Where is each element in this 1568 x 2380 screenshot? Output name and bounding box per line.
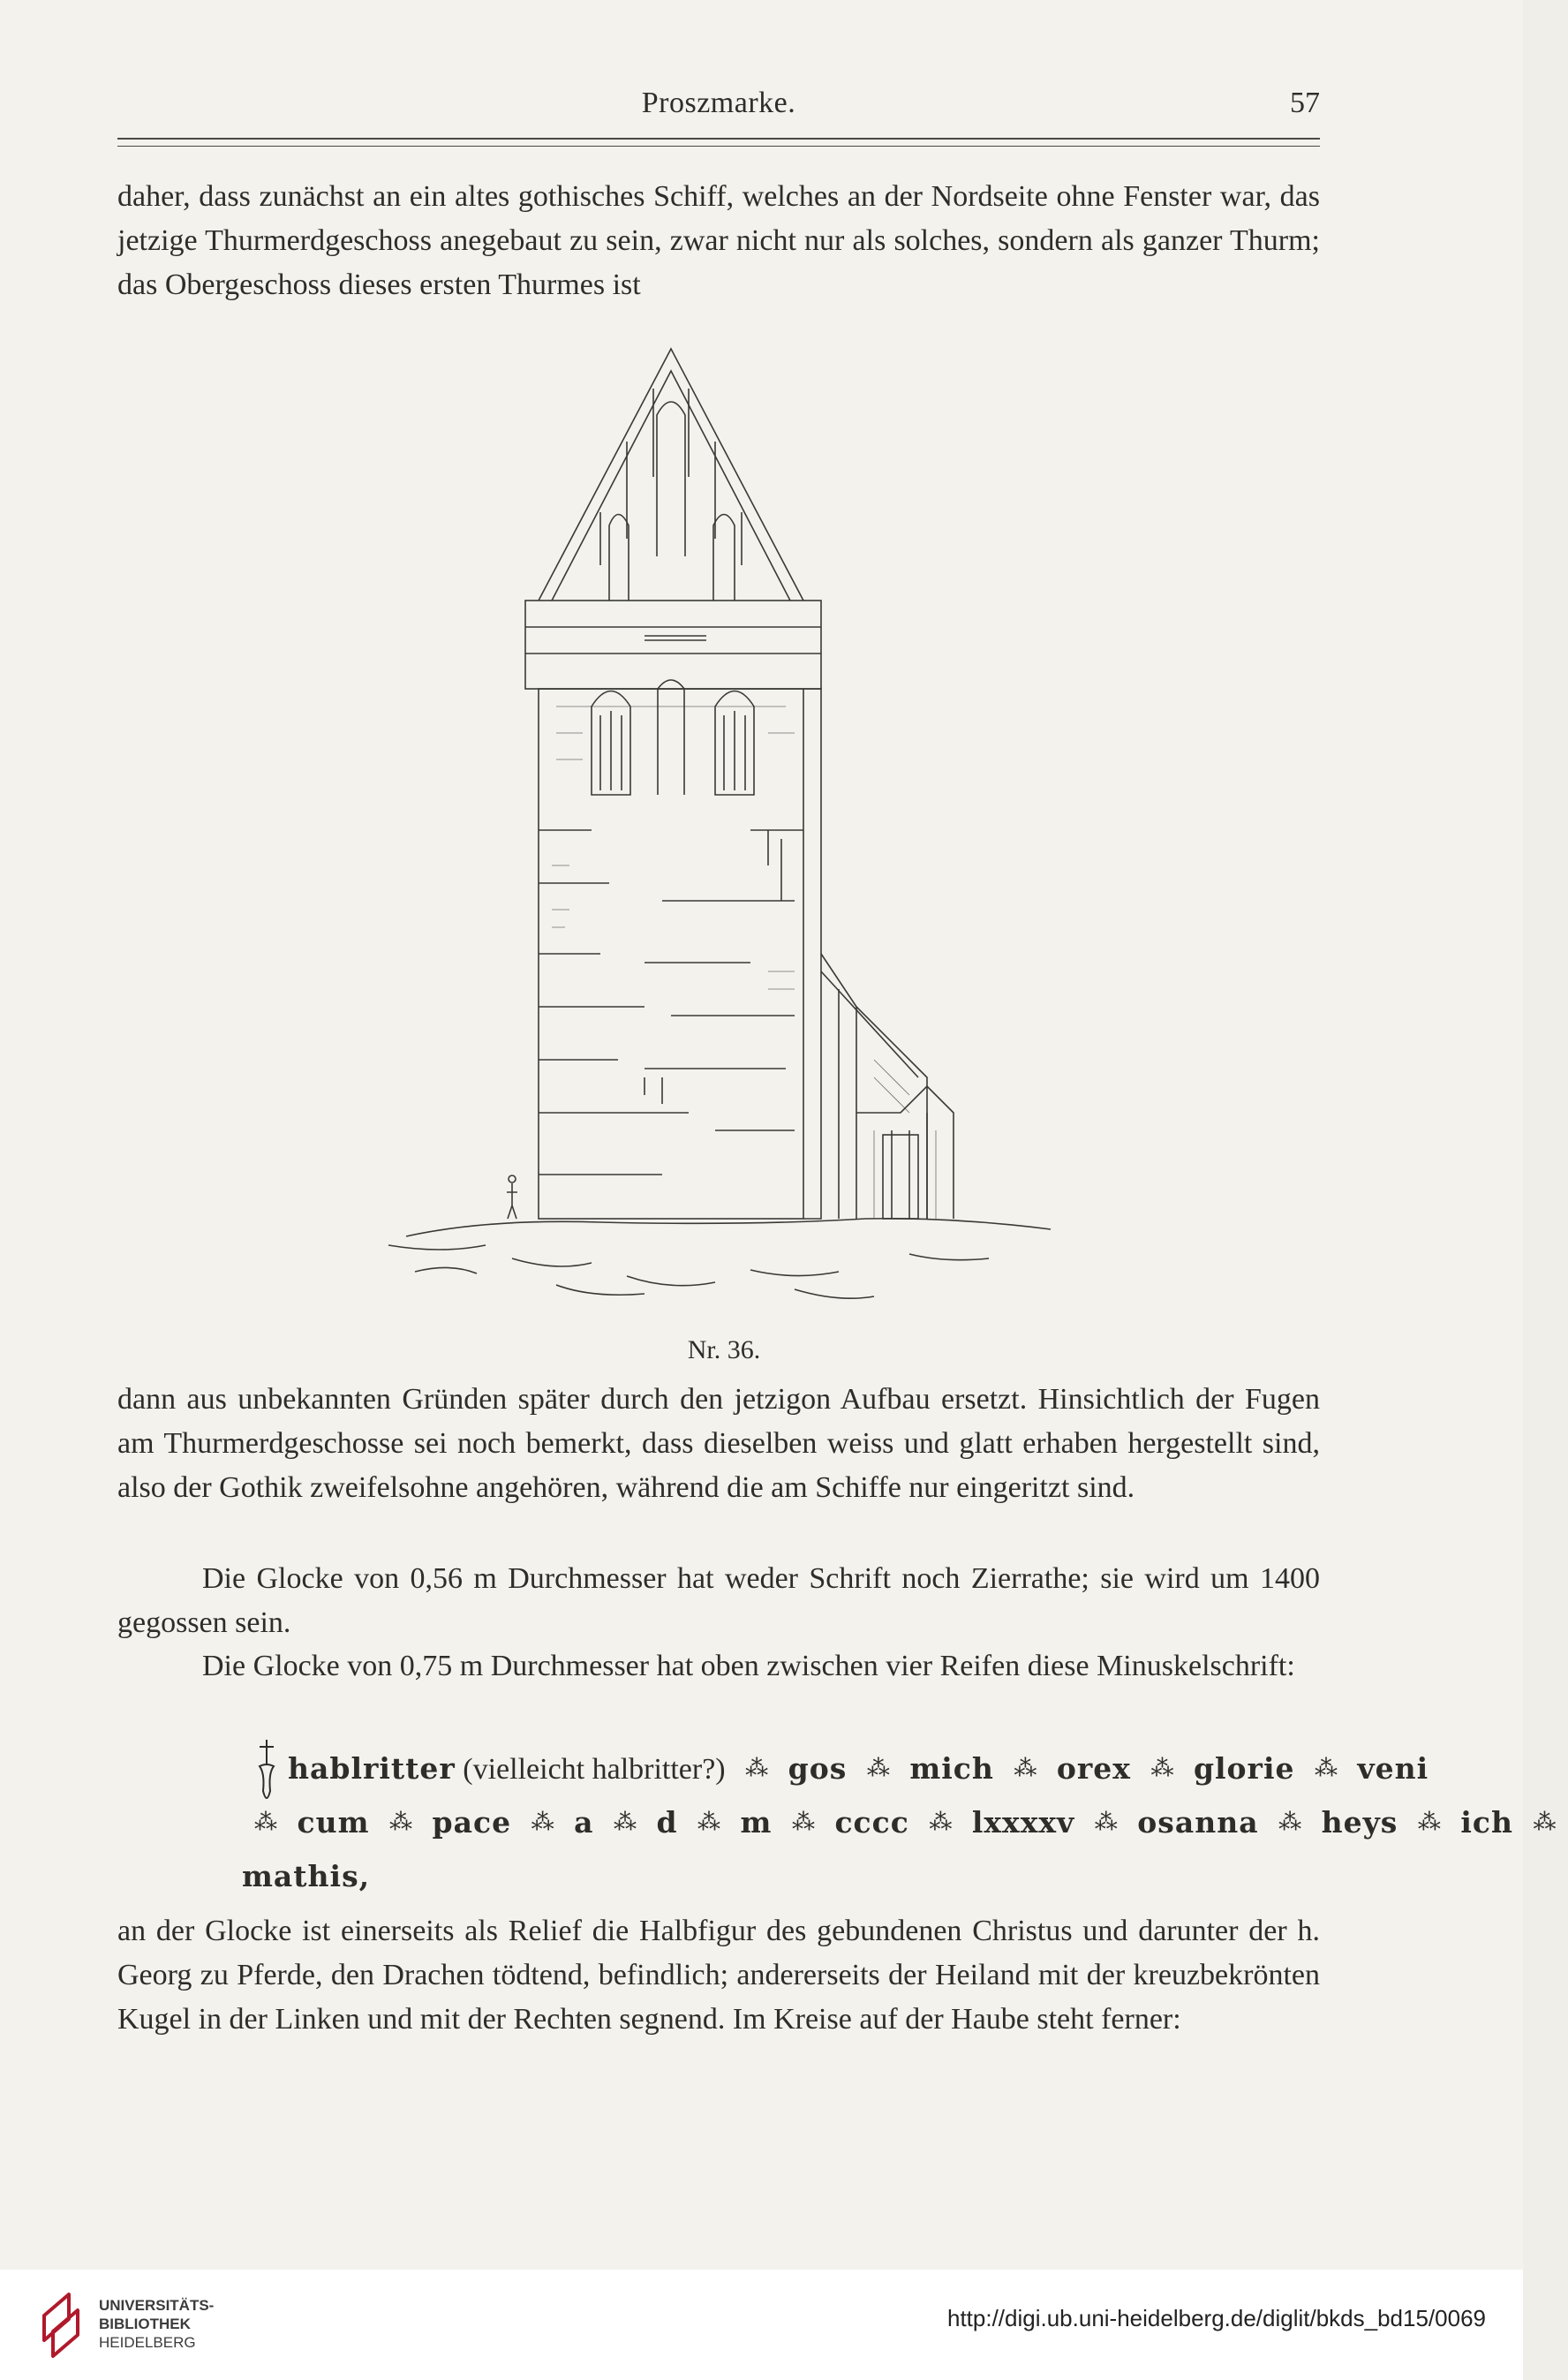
header-rule-thin [117, 146, 1320, 147]
university-library-logo-icon [37, 2289, 94, 2363]
library-name-line: BIBLIOTHEK [99, 2316, 191, 2332]
separator-icon: ⁂ [1417, 1810, 1441, 1835]
page-number: 57 [1290, 87, 1320, 119]
separator-icon: ⁂ [1278, 1810, 1302, 1835]
inscription-word: pace [432, 1805, 512, 1840]
running-head: Proszmarke. [641, 87, 796, 119]
inscription-word: lxxxxv [971, 1805, 1075, 1840]
inscription-line-2 [192, 1796, 1557, 1850]
tower-illustration [380, 336, 1068, 1364]
separator-icon: ⁂ [1150, 1756, 1174, 1781]
separator-icon: ⁂ [866, 1756, 890, 1781]
separator-icon: ⁂ [1314, 1756, 1338, 1781]
separator-icon: ⁂ [791, 1810, 815, 1835]
inscription-word: hablritter [288, 1751, 456, 1786]
inscription-word: cccc [834, 1805, 909, 1840]
inscription-word: veni [1357, 1751, 1429, 1786]
separator-icon: ⁂ [929, 1810, 953, 1835]
page-header [117, 81, 1320, 134]
bell-inscription [238, 1742, 1557, 1904]
figure-caption: Nr. 36. [687, 1335, 761, 1364]
separator-icon: ⁂ [613, 1810, 637, 1835]
paragraph-5: an der Glocke ist einerseits als Relief die Halbfigur des gebundenen Christus und darunter der h. Georg zu Pferde, den Drachen tödtend, befindlich; andererseits der Heiland mit der kreuzbekrönten Kugel in der Linken und mit der Rechten segnend. Im Kreise auf der Haube steht ferner: [117, 1915, 1320, 2036]
inscription-note: (vielleicht halbritter?) [463, 1753, 726, 1786]
inscription-word: d [656, 1805, 678, 1840]
inscription-line-1 [238, 1742, 1429, 1796]
inscription-word: cum [297, 1805, 370, 1840]
inscription-word: gos [788, 1751, 848, 1786]
library-name [99, 2296, 214, 2352]
separator-icon: ⁂ [531, 1810, 554, 1835]
inscription-word: ich [1460, 1805, 1513, 1840]
tower-drawing [380, 336, 1068, 1316]
paragraph-1: daher, dass zunächst an ein altes gothisches Schiff, welches an der Nordseite ohne Fenster war, das jetzige Thurmerdgeschoss anegebaut zu sein, zwar nicht nur als solches, sondern als ganzer Thurm; das Obergeschoss dieses ersten Thurmes ist [117, 180, 1320, 301]
library-name-line: HEIDELBERG [99, 2334, 196, 2351]
separator-icon: ⁂ [745, 1756, 769, 1781]
separator-icon: ⁂ [1533, 1810, 1557, 1835]
inscription-word: glorie [1193, 1751, 1295, 1786]
separator-icon: ⁂ [1094, 1810, 1118, 1835]
inscription-word: m [740, 1805, 773, 1840]
separator-icon: ⁂ [697, 1810, 721, 1835]
inscription-word: osanna [1137, 1805, 1259, 1840]
separator-icon: ⁂ [389, 1810, 413, 1835]
paragraph-3: Die Glocke von 0,56 m Durchmesser hat weder Schrift noch Zierrathe; sie wird um 1400 gegossen sein. [117, 1562, 1320, 1639]
paragraph-2: dann aus unbekannten Gründen später durch den jetzigon Aufbau ersetzt. Hinsichtlich der Fugen am Thurmerdgeschosse sei noch bemerkt, dass dieselben weiss und glatt erhaben hergestellt sind, also der Gothik zweifelsohne angehören, während die am Schiffe nur eingeritzt sind. [117, 1383, 1320, 1504]
inscription-word: orex [1056, 1751, 1131, 1786]
inscription-word: mathis, [242, 1859, 371, 1893]
inscription-word: heys [1321, 1805, 1398, 1840]
paragraph-4: Die Glocke von 0,75 m Durchmesser hat oben zwischen vier Reifen diese Minuskelschrift: [202, 1650, 1295, 1682]
library-name-line: UNIVERSITÄTS- [99, 2297, 215, 2314]
source-url-link[interactable]: http://digi.ub.uni-heidelberg.de/diglit/bkds_bd15/0069 [946, 2305, 1486, 2331]
header-rule [117, 138, 1320, 140]
inscription-word: mich [909, 1751, 994, 1786]
separator-icon: ⁂ [254, 1810, 277, 1835]
inscription-line-3 [192, 1850, 1320, 1904]
inscription-word: a [574, 1805, 594, 1840]
digitization-footer [0, 2270, 1523, 2380]
separator-icon: ⁂ [1014, 1756, 1037, 1781]
